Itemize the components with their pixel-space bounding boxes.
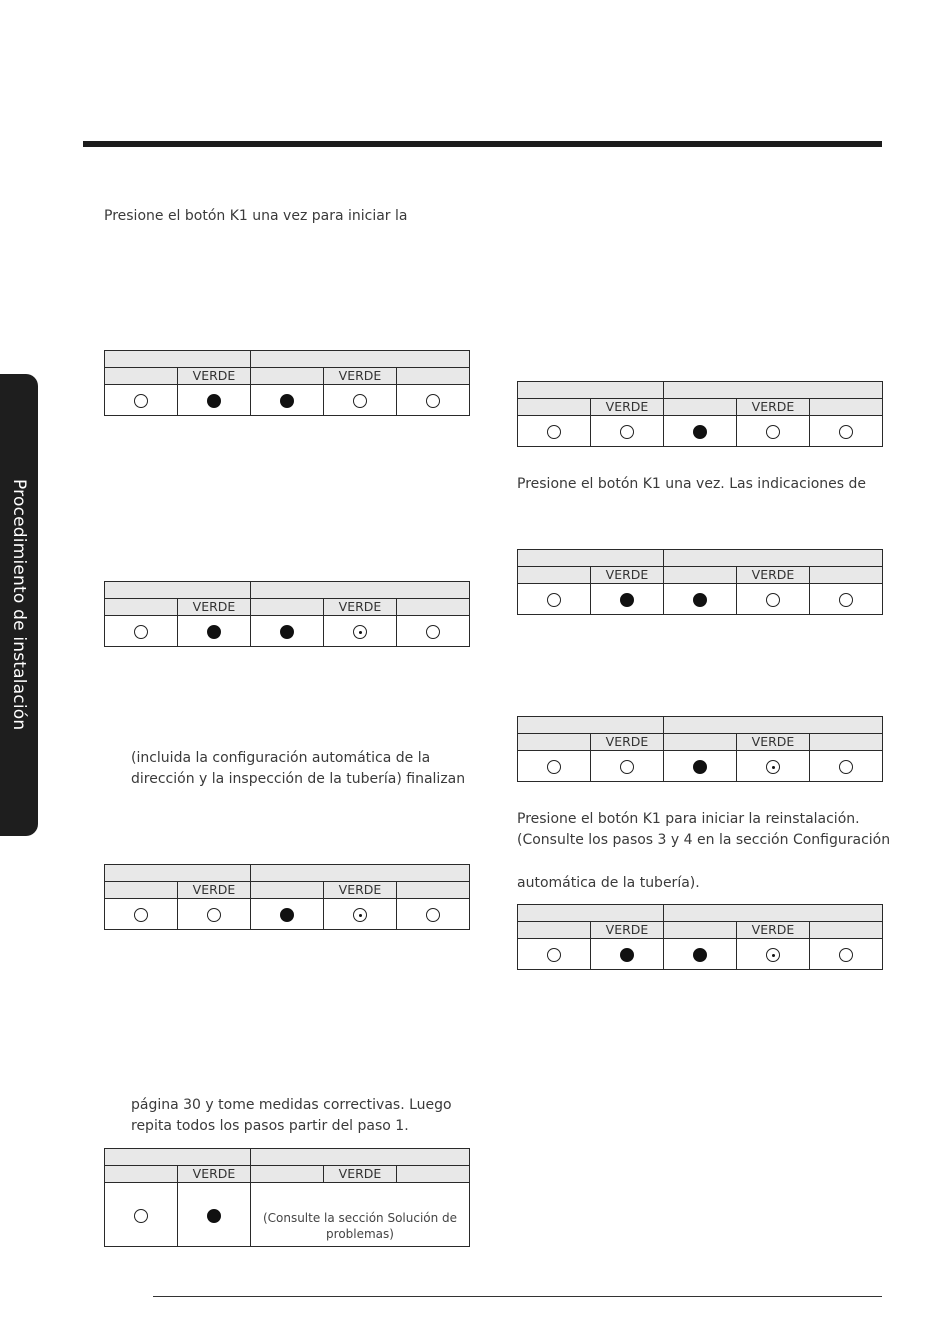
led-indicator-icon xyxy=(353,394,367,408)
led-color-label xyxy=(810,734,883,751)
led-color-label xyxy=(397,368,470,385)
step-text: repita todos los pasos partir del paso 1. xyxy=(131,1118,409,1134)
led-indicator-icon xyxy=(620,760,634,774)
led-cell xyxy=(810,416,883,447)
step-text: Presione el botón K1 una vez para iniciar la xyxy=(104,208,408,224)
led-color-label xyxy=(105,368,178,385)
led-indicator-icon xyxy=(280,394,294,408)
led-indicator-icon xyxy=(839,760,853,774)
led-cell xyxy=(664,584,737,615)
led-cell xyxy=(664,416,737,447)
led-color-label xyxy=(664,399,737,416)
led-cell xyxy=(591,939,664,970)
led-color-label: VERDE xyxy=(591,734,664,751)
led-indicator-icon xyxy=(620,948,634,962)
led-indicator-icon xyxy=(620,425,634,439)
led-color-label xyxy=(664,734,737,751)
led-group-header xyxy=(518,550,664,567)
led-indicator-icon xyxy=(839,948,853,962)
led-indicator-icon xyxy=(353,908,367,922)
led-status-table xyxy=(517,904,883,970)
led-status-table xyxy=(104,581,470,647)
led-indicator-icon xyxy=(693,425,707,439)
led-status-table xyxy=(104,1148,470,1247)
led-group-header xyxy=(251,1149,470,1166)
led-group-header xyxy=(518,905,664,922)
led-indicator-icon xyxy=(766,948,780,962)
step-text: página 30 y tome medidas correctivas. Luego xyxy=(131,1097,452,1113)
led-group-header xyxy=(518,382,664,399)
led-cell xyxy=(737,584,810,615)
led-group-header xyxy=(251,351,470,368)
led-color-label xyxy=(397,1166,470,1183)
led-color-label: VERDE xyxy=(324,1166,397,1183)
led-cell xyxy=(251,616,324,647)
led-indicator-icon xyxy=(426,394,440,408)
led-group-header xyxy=(105,865,251,882)
led-color-label: VERDE xyxy=(737,922,810,939)
led-cell xyxy=(178,385,251,416)
led-status-table xyxy=(517,716,883,782)
led-indicator-icon xyxy=(134,908,148,922)
led-color-label xyxy=(397,882,470,899)
led-cell xyxy=(591,751,664,782)
led-cell xyxy=(324,385,397,416)
led-cell xyxy=(810,751,883,782)
led-indicator-icon xyxy=(766,593,780,607)
section-tab-label: Procedimiento de instalación xyxy=(9,479,29,731)
led-color-label xyxy=(518,734,591,751)
led-group-header xyxy=(105,1149,251,1166)
led-cell xyxy=(518,416,591,447)
led-group-header xyxy=(664,717,883,734)
led-indicator-icon xyxy=(620,593,634,607)
led-status-table xyxy=(104,864,470,930)
led-indicator-icon xyxy=(207,394,221,408)
led-indicator-icon xyxy=(207,625,221,639)
led-cell xyxy=(251,385,324,416)
led-color-label xyxy=(105,1166,178,1183)
led-cell xyxy=(105,616,178,647)
led-status-table xyxy=(104,350,470,416)
led-color-label: VERDE xyxy=(591,922,664,939)
led-color-label xyxy=(251,599,324,616)
led-indicator-icon xyxy=(693,948,707,962)
led-cell xyxy=(518,939,591,970)
led-cell xyxy=(105,1183,178,1247)
led-cell xyxy=(397,899,470,930)
header-rule xyxy=(83,141,882,147)
led-indicator-icon xyxy=(207,908,221,922)
led-cell xyxy=(518,584,591,615)
led-color-label xyxy=(105,599,178,616)
led-cell xyxy=(105,385,178,416)
troubleshooting-note xyxy=(251,1183,470,1247)
led-color-label xyxy=(105,882,178,899)
led-cell xyxy=(664,751,737,782)
led-status-table xyxy=(517,381,883,447)
led-cell xyxy=(178,616,251,647)
led-cell xyxy=(810,584,883,615)
led-color-label xyxy=(810,399,883,416)
led-color-label: VERDE xyxy=(324,368,397,385)
led-group-header xyxy=(251,865,470,882)
led-color-label: VERDE xyxy=(591,567,664,584)
led-color-label: VERDE xyxy=(178,882,251,899)
led-color-label xyxy=(810,567,883,584)
step-text: dirección y la inspección de la tubería) finalizan xyxy=(131,771,466,787)
led-cell xyxy=(397,385,470,416)
step-text: Presione el botón K1 una vez. Las indicaciones de xyxy=(517,476,867,492)
step-text: Presione el botón K1 para iniciar la reinstalación. xyxy=(517,811,860,827)
led-indicator-icon xyxy=(280,625,294,639)
led-indicator-icon xyxy=(693,593,707,607)
led-indicator-icon xyxy=(426,908,440,922)
led-indicator-icon xyxy=(766,760,780,774)
led-color-label: VERDE xyxy=(737,734,810,751)
led-color-label: VERDE xyxy=(178,1166,251,1183)
led-indicator-icon xyxy=(547,760,561,774)
led-color-label xyxy=(518,399,591,416)
led-cell xyxy=(324,616,397,647)
led-indicator-icon xyxy=(353,625,367,639)
led-cell xyxy=(105,899,178,930)
led-indicator-icon xyxy=(134,394,148,408)
led-status-table xyxy=(517,549,883,615)
led-color-label xyxy=(251,882,324,899)
led-color-label: VERDE xyxy=(178,368,251,385)
led-color-label xyxy=(664,922,737,939)
led-indicator-icon xyxy=(766,425,780,439)
led-cell xyxy=(397,616,470,647)
led-group-header xyxy=(105,582,251,599)
led-cell xyxy=(251,899,324,930)
led-cell xyxy=(518,751,591,782)
led-color-label: VERDE xyxy=(324,882,397,899)
led-color-label xyxy=(810,922,883,939)
led-color-label: VERDE xyxy=(737,567,810,584)
led-color-label: VERDE xyxy=(178,599,251,616)
led-cell xyxy=(178,1183,251,1247)
step-text: (incluida la configuración automática de la xyxy=(131,750,431,766)
led-indicator-icon xyxy=(426,625,440,639)
led-group-header xyxy=(664,550,883,567)
led-cell xyxy=(737,751,810,782)
led-cell xyxy=(324,899,397,930)
led-cell xyxy=(591,584,664,615)
led-group-header xyxy=(664,382,883,399)
led-cell xyxy=(810,939,883,970)
step-text: automática de la tubería). xyxy=(517,875,700,891)
led-indicator-icon xyxy=(547,948,561,962)
led-color-label xyxy=(518,567,591,584)
footer-rule xyxy=(153,1296,882,1297)
led-cell xyxy=(664,939,737,970)
led-color-label: VERDE xyxy=(737,399,810,416)
led-cell xyxy=(178,899,251,930)
led-color-label xyxy=(397,599,470,616)
led-color-label xyxy=(251,1166,324,1183)
led-color-label: VERDE xyxy=(324,599,397,616)
led-indicator-icon xyxy=(547,593,561,607)
led-group-header xyxy=(664,905,883,922)
led-indicator-icon xyxy=(839,593,853,607)
led-cell xyxy=(737,939,810,970)
led-cell xyxy=(591,416,664,447)
led-group-header xyxy=(251,582,470,599)
led-color-label xyxy=(251,368,324,385)
led-indicator-icon xyxy=(547,425,561,439)
led-color-label xyxy=(664,567,737,584)
led-group-header xyxy=(518,717,664,734)
led-indicator-icon xyxy=(207,1209,221,1223)
led-indicator-icon xyxy=(839,425,853,439)
step-text: (Consulte los pasos 3 y 4 en la sección Configuración xyxy=(517,832,891,848)
led-group-header xyxy=(105,351,251,368)
led-color-label: VERDE xyxy=(591,399,664,416)
led-indicator-icon xyxy=(693,760,707,774)
led-indicator-icon xyxy=(134,625,148,639)
led-indicator-icon xyxy=(134,1209,148,1223)
led-indicator-icon xyxy=(280,908,294,922)
troubleshooting-note-text: (Consulte la sección Solución de problemas) xyxy=(262,1211,458,1241)
led-color-label xyxy=(518,922,591,939)
led-cell xyxy=(737,416,810,447)
